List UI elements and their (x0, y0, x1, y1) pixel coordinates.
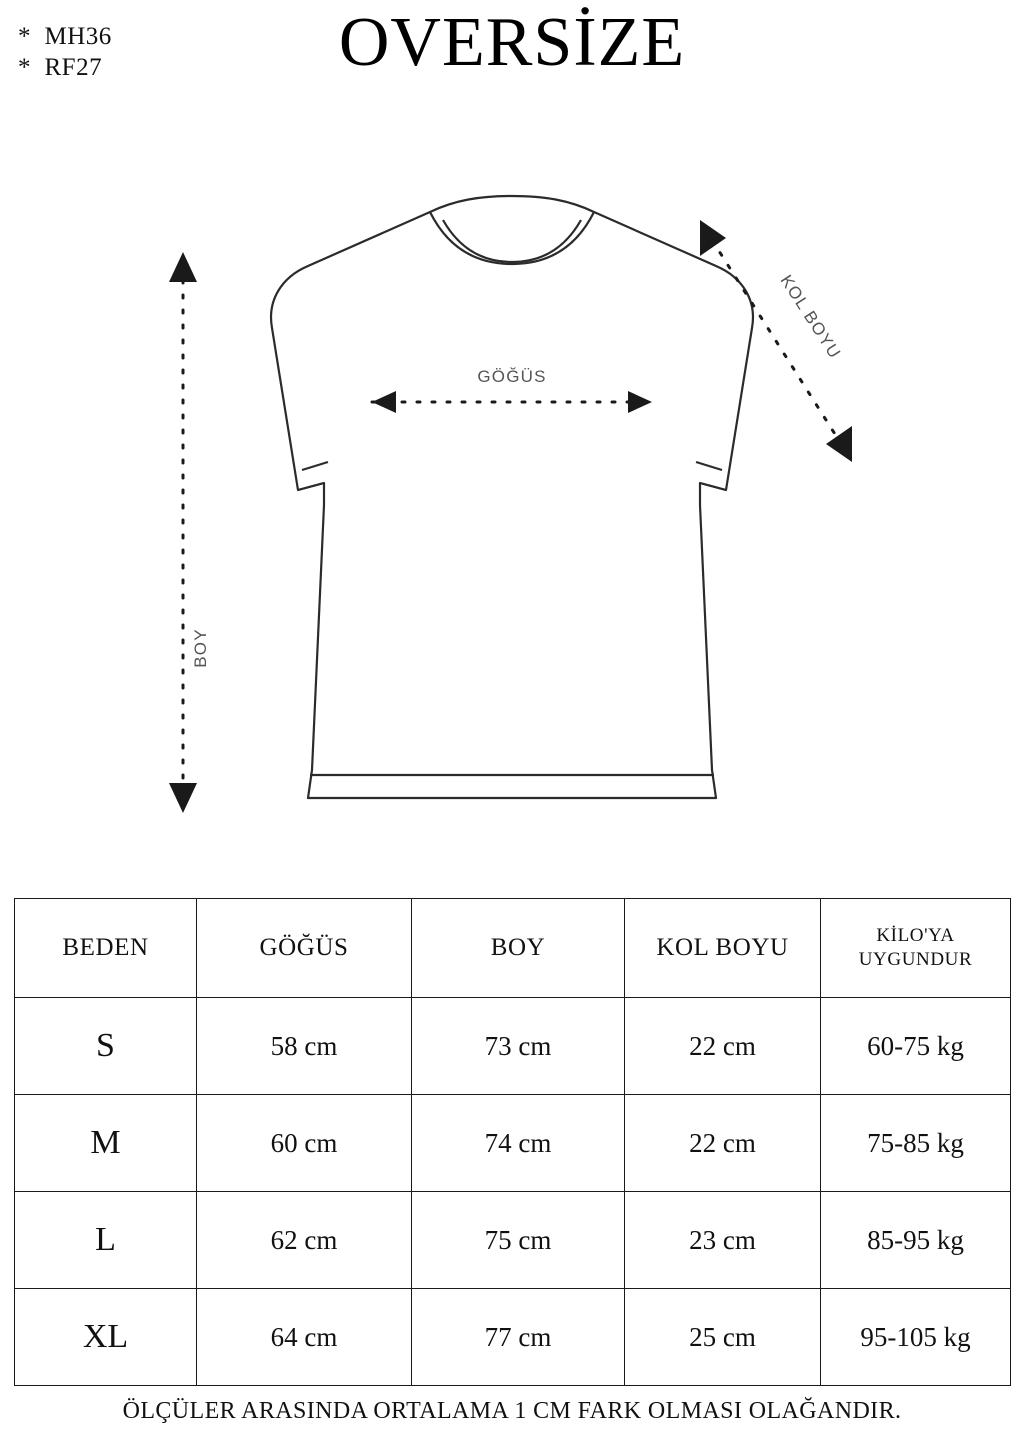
cell-gogus: 58 cm (197, 998, 412, 1095)
table-row (15, 1289, 1011, 1386)
cell-kilo: 60-75 kg (821, 998, 1011, 1095)
cell-beden: L (15, 1192, 197, 1289)
column-header-kilo (821, 899, 1011, 998)
cell-boy: 73 cm (412, 998, 625, 1095)
cell-kilo: 85-95 kg (821, 1192, 1011, 1289)
size-table-container (14, 898, 1010, 1386)
product-code-1: * MH36 (18, 23, 112, 50)
cell-kol: 23 cm (625, 1192, 821, 1289)
length-measure-arrow (169, 252, 197, 813)
column-header-gogus: GÖĞÜS (197, 899, 412, 998)
cell-beden: XL (15, 1289, 197, 1386)
size-table (14, 898, 1011, 1386)
cell-beden: M (15, 1095, 197, 1192)
kilo-line-1: KİLO'YA (876, 925, 955, 947)
cell-boy: 74 cm (412, 1095, 625, 1192)
page-title: OVERSİZE (338, 4, 686, 81)
cell-gogus: 62 cm (197, 1192, 412, 1289)
kilo-line-2: UYGUNDUR (858, 949, 973, 970)
table-row (15, 1095, 1011, 1192)
column-header-kol-boyu: KOL BOYU (625, 899, 821, 998)
column-header-beden: BEDEN (15, 899, 197, 998)
cell-beden: S (15, 998, 197, 1095)
tshirt-outline (271, 196, 753, 798)
chest-measure-arrow (372, 391, 652, 413)
cell-kilo: 75-85 kg (821, 1095, 1011, 1192)
cell-kol: 25 cm (625, 1289, 821, 1386)
cell-kol: 22 cm (625, 1095, 821, 1192)
sleeve-label: KOL BOYU (776, 271, 845, 363)
table-header-row (15, 899, 1011, 998)
product-code-2: * RF27 (18, 53, 103, 81)
table-row (15, 1192, 1011, 1289)
tshirt-measurement-diagram (0, 170, 1024, 870)
cell-kol: 22 cm (625, 998, 821, 1095)
cell-kilo: 95-105 kg (821, 1289, 1011, 1386)
length-label: BOY (191, 628, 210, 668)
table-row (15, 998, 1011, 1095)
measurement-note: ÖLÇÜLER ARASINDA ORTALAMA 1 CM FARK OLMASI OLAĞANDIR. (122, 1398, 902, 1424)
cell-gogus: 60 cm (197, 1095, 412, 1192)
chest-label: GÖĞÜS (477, 367, 547, 386)
column-header-boy: BOY (412, 899, 625, 998)
cell-gogus: 64 cm (197, 1289, 412, 1386)
cell-boy: 77 cm (412, 1289, 625, 1386)
cell-boy: 75 cm (412, 1192, 625, 1289)
